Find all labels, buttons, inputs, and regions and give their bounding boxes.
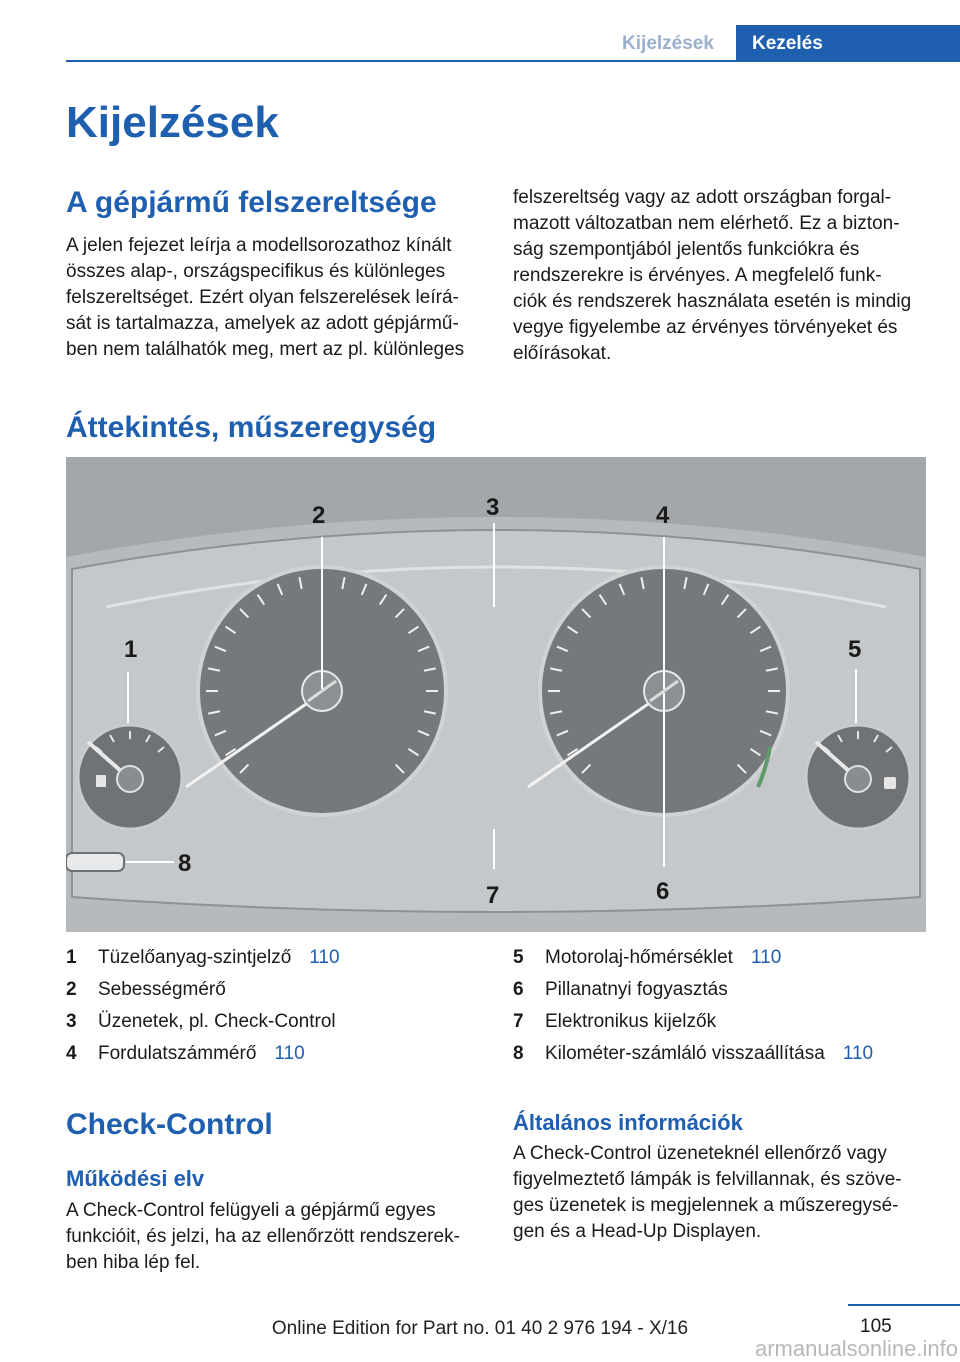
legend-text: Üzenetek, pl. Check-Control xyxy=(98,1011,336,1032)
legend-left xyxy=(66,942,340,1070)
legend-item xyxy=(513,974,873,1006)
instrument-cluster-figure xyxy=(66,457,926,932)
legend-text: Kilométer-számláló visszaállítása xyxy=(545,1043,825,1064)
legend-item xyxy=(513,1038,873,1070)
callout-8: 8 xyxy=(178,850,192,877)
page-ref-link[interactable]: 110 xyxy=(274,1043,305,1064)
overview-heading: Áttekintés, műszeregység xyxy=(66,411,437,444)
legend-number: 1 xyxy=(66,947,77,968)
callout-4: 4 xyxy=(656,502,670,529)
equipment-text-col1: A jelen fejezet leírja a modellsorozathoz kínált összes alap-, országspecifikus és különleges felszereltséget. Ezért olyan felszerelések leírá- sát is tartalmazza, amelyek az adott gépjármű- ben nem találhatók meg, mert az pl. különleges xyxy=(66,235,465,360)
legend-number: 8 xyxy=(513,1043,524,1064)
header-tab-chapter[interactable]: Kezelés xyxy=(736,25,960,62)
equipment-heading: A gépjármű felszereltsége xyxy=(66,186,437,219)
legend-item xyxy=(513,942,873,974)
legend-number: 7 xyxy=(513,1011,524,1032)
legend-item xyxy=(513,1006,873,1038)
instrument-cluster-illustration xyxy=(66,457,926,932)
legend-number: 4 xyxy=(66,1043,77,1064)
legend-number: 2 xyxy=(66,979,77,1000)
legend-text: Motorolaj-hőmérséklet xyxy=(545,947,733,968)
legend-number: 6 xyxy=(513,979,524,1000)
general-info-text: A Check-Control üzeneteknél ellenőrző vagy figyelmeztető lámpák is felvillannak, és szöve- ges üzenetek is megjelennek a műszeregysé- gen és a Head-Up Displayen. xyxy=(513,1143,902,1242)
principle-heading: Működési elv xyxy=(66,1166,205,1191)
legend-text: Pillanatnyi fogyasztás xyxy=(545,979,728,1000)
callout-1: 1 xyxy=(124,636,138,663)
page-ref-link[interactable]: 110 xyxy=(842,1043,874,1064)
legend-text: Fordulatszámmérő xyxy=(98,1043,257,1064)
general-info-heading: Általános információk xyxy=(513,1110,743,1135)
legend-text: Sebességmérő xyxy=(98,979,226,1000)
edition-footer: Online Edition for Part no. 01 40 2 976 194 - X/16 xyxy=(271,1318,689,1339)
header-tab-section[interactable]: Kijelzések xyxy=(622,32,714,54)
page-ref-link[interactable]: 110 xyxy=(750,947,782,968)
legend-item xyxy=(66,942,340,974)
header-rule xyxy=(66,60,960,62)
legend-item xyxy=(66,974,340,1006)
callout-5: 5 xyxy=(848,636,862,663)
watermark: armanualsonline.info xyxy=(754,1336,958,1361)
check-control-heading: Check-Control xyxy=(66,1108,273,1141)
principle-text: A Check-Control felügyeli a gépjármű egyes funkcióit, és jelzi, ha az ellenőrzött rendszerek- ben hiba lép fel. xyxy=(66,1200,460,1273)
callout-6: 6 xyxy=(656,878,670,905)
page-ref-link[interactable]: 110 xyxy=(309,947,340,968)
page-title: Kijelzések xyxy=(66,98,279,147)
legend-number: 3 xyxy=(66,1011,77,1032)
footer-rule xyxy=(848,1304,960,1306)
equipment-text-col2: felszereltség vagy az adott országban forgal- mazott változatban nem elérhető. Ez a bizton- ság szempontjából jelentős funkciókra és rendszerekre is érvényes. A megfelelő funk- ciók és rendszerek használata esetén is mindig vegye figyelembe az érvényes törvényeket és előírásokat. xyxy=(513,187,912,364)
legend-right xyxy=(513,942,873,1070)
legend-number: 5 xyxy=(513,947,524,968)
callout-2: 2 xyxy=(312,502,326,529)
callout-7: 7 xyxy=(486,882,500,909)
page-number: 105 xyxy=(860,1316,892,1337)
legend-item xyxy=(66,1006,340,1038)
callout-3: 3 xyxy=(486,494,500,521)
legend-text: Tüzelőanyag-szintjelző xyxy=(98,947,292,968)
legend-text: Elektronikus kijelzők xyxy=(545,1011,717,1032)
legend-item xyxy=(66,1038,340,1070)
